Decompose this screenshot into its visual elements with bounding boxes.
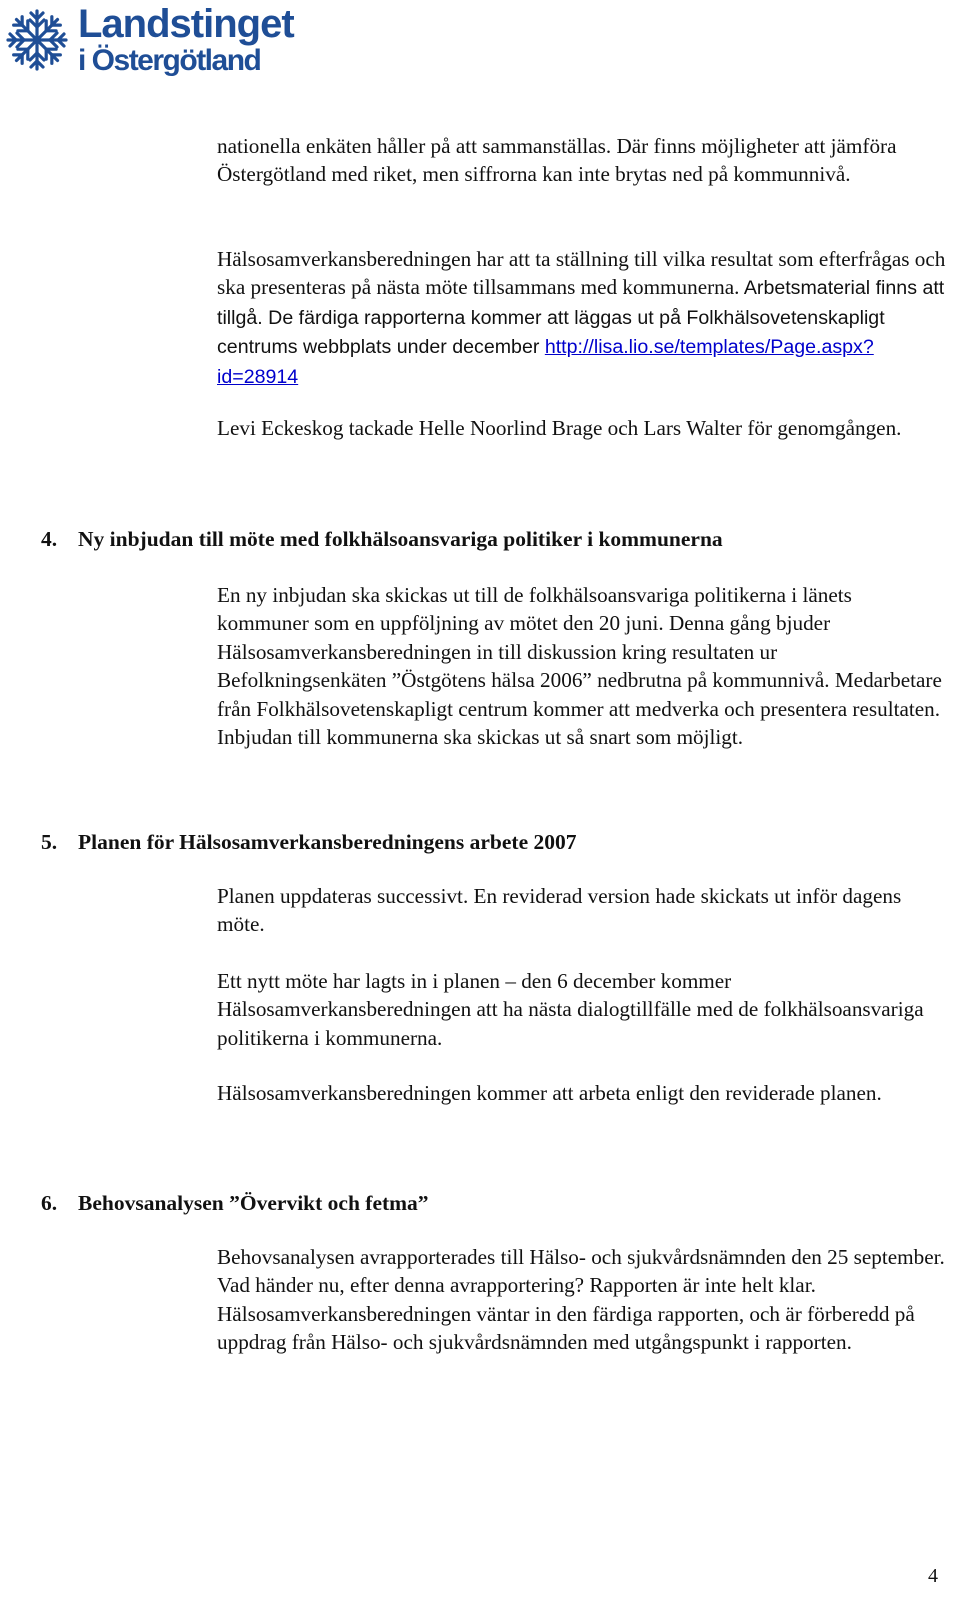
section-5-paragraph-1: Planen uppdateras successivt. En reviderad version hade skickats ut inför dagens möte. <box>217 884 902 937</box>
section-number: 5. <box>41 830 58 854</box>
section-title: Behovsanalysen ”Övervikt och fetma” <box>78 1191 429 1215</box>
section-number: 6. <box>41 1191 58 1215</box>
snowflake-icon <box>4 7 70 73</box>
webpage-link[interactable]: http://lisa.lio.se/templates/Page.aspx?id=28914 <box>217 336 874 388</box>
logo-text <box>78 4 294 76</box>
logo-subtitle: i Östergötland <box>78 44 261 77</box>
section-heading-6 <box>41 1191 429 1216</box>
intro-paragraph-2 <box>217 245 947 391</box>
section-5-paragraph-3: Hälsosamverkansberedningen kommer att arbeta enligt den reviderade planen. <box>217 1081 882 1105</box>
section-title: Ny inbjudan till möte med folkhälsoansvariga politiker i kommunerna <box>78 527 723 551</box>
section-heading-5 <box>41 830 577 855</box>
section-6-paragraph-1: Behovsanalysen avrapporterades till Hälso- och sjukvårdsnämnden den 25 september. Vad händer nu, efter denna avrapportering? Rapporten är inte helt klar. Hälsosamverkansberedningen väntar in den färdiga rapporten, och är förberedd på uppdrag från Hälso- och sjukvårdsnämnden med utgångspunkt i rapporten. <box>217 1245 945 1355</box>
intro-paragraph-3: Levi Eckeskog tackade Helle Noorlind Brage och Lars Walter för genomgången. <box>217 416 902 440</box>
logo <box>4 4 294 76</box>
section-4-paragraph-1: En ny inbjudan ska skickas ut till de folkhälsoansvariga politikerna i länets kommuner som en uppföljning av mötet den 20 juni. Denna gång bjuder Hälsosamverkansberedningen in till diskussion kring resultaten ur Befolkningsenkäten ”Östgötens hälsa 2006” nedbrutna på kommunnivå. Medarbetare från Folkhälsovetenskapligt centrum kommer att medverka och presentera resultaten. Inbjudan till kommunerna ska skickas ut så snart som möjligt. <box>217 583 942 750</box>
intro-paragraph-2-b: Arbetsmaterial finns att tillgå. De färdiga rapporterna kommer att läggas ut på Folkhälsovetenskapligt centrums webbplats under december <box>217 277 945 359</box>
intro-paragraph-2-a: Hälsosamverkansberedningen har att ta ställning till vilka resultat som efterfrågas och ska presenteras på nästa möte tillsammans med kommunerna. <box>217 247 946 300</box>
section-heading-4 <box>41 527 723 552</box>
page-number: 4 <box>928 1565 938 1587</box>
section-title: Planen för Hälsosamverkansberedningens arbete 2007 <box>78 830 577 854</box>
logo-title: Landstinget <box>78 2 294 46</box>
section-5-paragraph-2: Ett nytt möte har lagts in i planen – den 6 december kommer Hälsosamverkansberedningen att ha nästa dialogtillfälle med de folkhälsoansvariga politikerna i kommunerna. <box>217 969 924 1050</box>
section-number: 4. <box>41 527 58 551</box>
intro-paragraph-1: nationella enkäten håller på att sammanställas. Där finns möjligheter att jämföra Östergötland med riket, men siffrorna kan inte brytas ned på kommunnivå. <box>217 134 897 187</box>
